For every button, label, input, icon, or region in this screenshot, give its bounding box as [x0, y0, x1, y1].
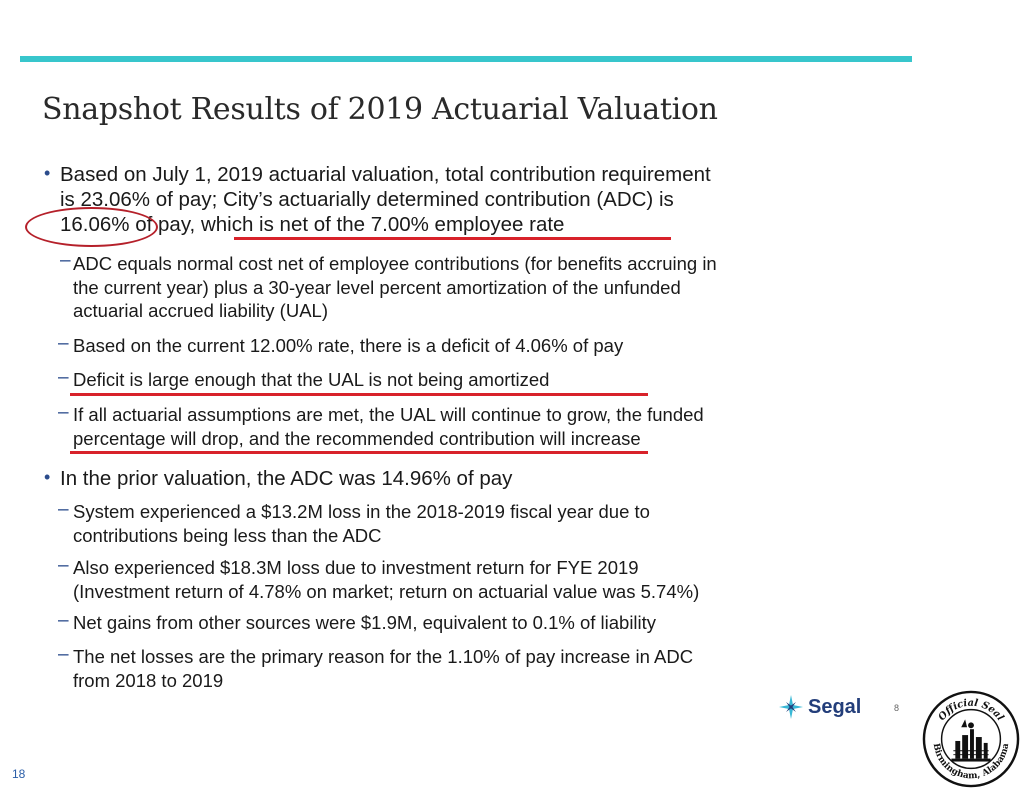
- inner-page-number: 8: [894, 703, 900, 713]
- seal-bottom-text: Birmingham, Alabama: [930, 742, 1012, 782]
- bullet-2-line-1: In the prior valuation, the ADC was 14.96% of pay: [60, 467, 513, 490]
- dash-marker-2b: –: [58, 555, 69, 576]
- city-seal-icon: [922, 690, 1020, 788]
- sub-bullet-1a-line-1: ADC equals normal cost net of employee contributions (for benefits accruing in: [73, 253, 717, 274]
- sub-bullet-1a-line-3: actuarial accrued liability (UAL): [73, 300, 328, 321]
- sub-bullet-1d-text: [73, 403, 704, 450]
- seal-top-text: Official Seal: [936, 697, 1006, 723]
- bullet-marker-1: •: [44, 163, 51, 183]
- dash-marker-2d: –: [58, 644, 69, 665]
- top-accent-rule: [20, 56, 912, 62]
- segal-logo: [778, 690, 861, 724]
- page-number: 18: [12, 767, 26, 781]
- sub-bullet-1c-line-1: Deficit is large enough that the UAL is not being amortized: [73, 369, 550, 390]
- sub-bullet-2b-line-1: Also experienced $18.3M loss due to investment return for FYE 2019: [73, 557, 639, 578]
- sub-bullet-1b-line-1: Based on the current 12.00% rate, there is a deficit of 4.06% of pay: [73, 335, 624, 356]
- bullet-1-line-1: Based on July 1, 2019 actuarial valuation, total contribution requirement: [60, 163, 711, 186]
- sub-bullet-2a-line-1: System experienced a $13.2M loss in the 2018-2019 fiscal year due to: [73, 501, 650, 522]
- sub-bullet-2d-line-2: from 2018 to 2019: [73, 669, 224, 691]
- dash-marker-2c: –: [58, 610, 69, 631]
- underline-net-of-employee-rate: [234, 237, 671, 240]
- dash-marker-1a: –: [60, 250, 71, 271]
- sub-bullet-2d-line-1: The net losses are the primary reason for the 1.10% of pay increase in ADC: [73, 646, 694, 667]
- sub-bullet-1b-text: [73, 334, 623, 358]
- sub-bullet-2c-line-1: Net gains from other sources were $1.9M, equivalent to 0.1% of liability: [73, 612, 657, 633]
- bullet-2-text: [60, 466, 512, 491]
- sub-bullet-2b-text: [73, 556, 699, 603]
- sub-bullet-1a-line-2: the current year) plus a 30-year level percent amortization of the unfunded: [73, 276, 681, 298]
- circle-highlight-adc-rate: [25, 207, 158, 247]
- sub-bullet-1d-line-2: percentage will drop, and the recommended contribution will increase: [73, 427, 641, 449]
- bullet-1-line-2: is 23.06% of pay; City’s actuarially determined contribution (ADC) is: [60, 188, 674, 211]
- dash-marker-1c: –: [58, 367, 69, 388]
- sub-bullet-2b-line-2: (Investment return of 4.78% on market; return on actuarial value was 5.74%): [73, 580, 700, 602]
- segal-logo-text: Segal: [808, 695, 862, 718]
- slide-title: Snapshot Results of 2019 Actuarial Valuation: [42, 92, 718, 127]
- segal-star-icon: [778, 694, 804, 720]
- sub-bullet-1a-text: [73, 252, 717, 323]
- sub-bullet-2d-text: [73, 645, 693, 692]
- dash-marker-1b: –: [58, 333, 69, 354]
- sub-bullet-2a-text: [73, 500, 650, 547]
- sub-bullet-2c-text: [73, 611, 656, 635]
- dash-marker-2a: –: [58, 499, 69, 520]
- dash-marker-1d: –: [58, 402, 69, 423]
- bullet-1-line-3: 16.06% of pay, which is net of the 7.00% employee rate: [60, 213, 565, 236]
- underline-deficit-not-amortized: [70, 393, 648, 396]
- underline-ual-will-grow: [70, 451, 648, 454]
- sub-bullet-1c-text: [73, 368, 549, 392]
- sub-bullet-2a-line-2: contributions being less than the ADC: [73, 524, 382, 546]
- bullet-marker-2: •: [44, 467, 51, 487]
- sub-bullet-1d-line-1: If all actuarial assumptions are met, the UAL will continue to grow, the funded: [73, 404, 704, 425]
